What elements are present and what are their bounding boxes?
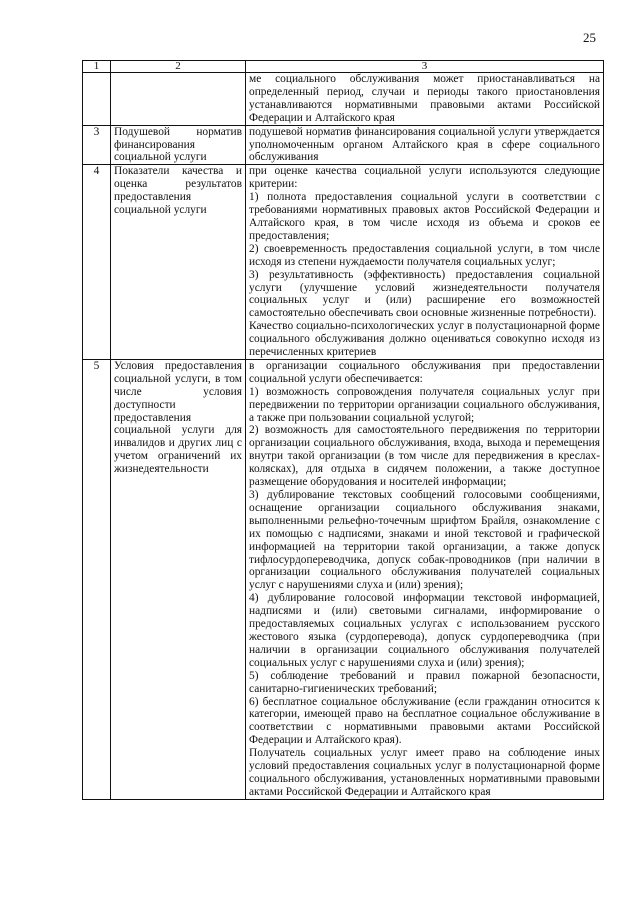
header-col-3: 3 [246, 61, 604, 73]
regulation-table [82, 60, 604, 800]
table-row [83, 73, 604, 126]
row-number [83, 73, 111, 126]
row-name [111, 73, 246, 126]
description-paragraph: 5) соблюдение требований и правил пожарной безопасности, санитарно-гигиенических требований; [249, 669, 600, 695]
header-col-1: 1 [83, 61, 111, 73]
table-row [83, 359, 604, 799]
description-paragraph: подушевой норматив финансирования социальной услуги утверждается уполномоченным органом Алтайского края в сфере социального обслуживания [249, 125, 600, 164]
table-header-row [83, 61, 604, 73]
table-row [83, 165, 604, 360]
description-paragraph: 6) бесплатное социальное обслуживание (если гражданин относится к категории, имеющей право на бесплатное социальное обслуживание в соответствии с нормативными правовыми актами Российской Федерации и Алтайского края). [249, 695, 600, 747]
description-paragraph: Качество социально-психологических услуг в полустационарной форме социального обслуживания должно оцениваться совокупно исходя из перечисленных критериев [249, 320, 600, 359]
row-description [246, 359, 604, 799]
row-number: 3 [83, 125, 111, 165]
description-paragraph: 1) полнота предоставления социальной услуги в соответствии с требованиями нормативных правовых актов Российской Федерации и Алтайского края, в том числе исходя из объема и сроков ее предоставления; [249, 191, 600, 242]
description-paragraph: 2) возможность для самостоятельного передвижения по территории организации социального обслуживания, входа, выхода и перемещения внутри такой организации (в том числе для передвижения в креслах-колясках), для отдыха в сидячем положении, а также доступное размещение оборудования и носителей информации; [249, 424, 600, 489]
row-description [246, 125, 604, 165]
row-description [246, 73, 604, 126]
table-row [83, 125, 604, 165]
row-name: Подушевой норматив финансирования социальной услуги [111, 125, 246, 165]
description-paragraph: 2) своевременность предоставления социальной услуги, в том числе исходя из степени нуждаемости получателя социальных услуг; [249, 242, 600, 268]
description-paragraph: Получатель социальных услуг имеет право на соблюдение иных условий предоставления социальных услуг в полустационарной форме социального обслуживания, установленных нормативными правовыми актами Российской Федерации и Алтайского края [249, 747, 600, 798]
row-name: Условия предоставления социальной услуги, в том числе условия доступности предоставления социальной услуги для инвалидов и других лиц с учетом ограничений их жизнедеятельности [111, 359, 246, 799]
row-number: 5 [83, 359, 111, 799]
description-paragraph: 3) результативность (эффективность) предоставления социальной услуги (улучшение условий жизнедеятельности получателя социальных услуг и (или) расширение его возможностей самостоятельно обеспечивать свои основные жизненные потребности). [249, 268, 600, 320]
description-paragraph: в организации социального обслуживания при предоставлении социальной услуги обеспечивается: [249, 359, 600, 385]
description-paragraph: 3) дублирование текстовых сообщений голосовыми сообщениями, оснащение организации социального обслуживания знаками, выполненными рельефно-точечным шрифтом Брайля, ознакомление с их помощью с надписями, знаками и иной текстовой и графической информацией на территории такой организации, а также допуск тифлосурдопереводчика, допуск собак-проводников (при наличии в организации социального обслуживания получателей социальных услуг с нарушениями слуха и (или) зрения); [249, 489, 600, 592]
row-description [246, 165, 604, 360]
header-col-2: 2 [111, 61, 246, 73]
page-number: 25 [583, 30, 596, 45]
description-paragraph: ме социального обслуживания может приостанавливаться на определенный период, случаи и периоды такого приостановления устанавливаются нормативными правовыми актами Российской Федерации и Алтайского края [249, 73, 600, 124]
row-number: 4 [83, 165, 111, 360]
description-paragraph: при оценке качества социальной услуги используются следующие критерии: [249, 165, 600, 191]
row-name: Показатели качества и оценка результатов предоставления социальной услуги [111, 165, 246, 360]
description-paragraph: 1) возможность сопровождения получателя социальных услуг при передвижении по территории организации социального обслуживания, а также при пользовании социальной услугой; [249, 385, 600, 424]
description-paragraph: 4) дублирование голосовой информации текстовой информацией, надписями и (или) световыми сигналами, информирование о предоставляемых социальных услугах с использованием русского жестового языка (сурдоперевода), допуск сурдопереводчика (при наличии в организации социального обслуживания получателей социальных услуг с нарушениями слуха и (или) зрения); [249, 592, 600, 669]
